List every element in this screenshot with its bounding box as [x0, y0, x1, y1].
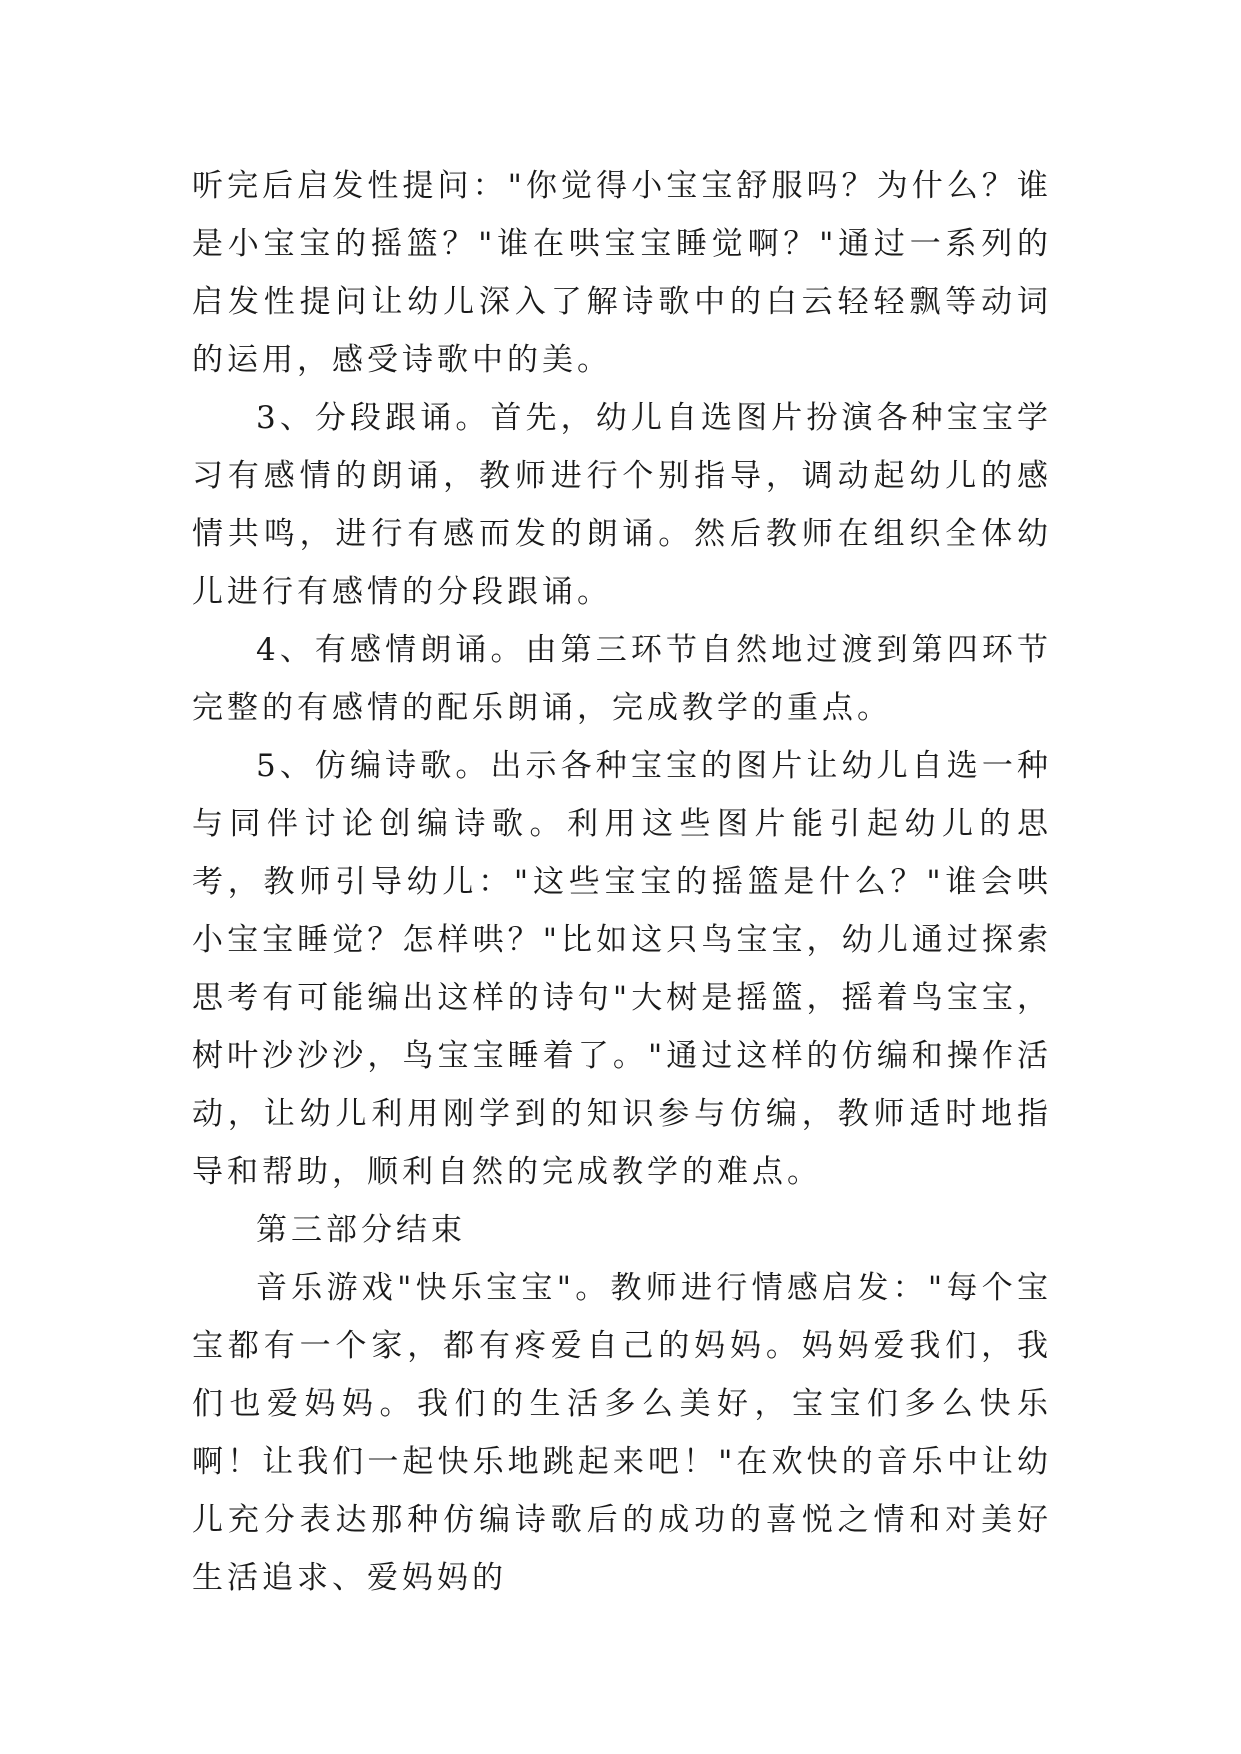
document-body [192, 157, 1052, 1607]
paragraph: 听完后启发性提问："你觉得小宝宝舒服吗？为什么？谁是小宝宝的摇篮？"谁在哄宝宝睡觉啊？"通过一系列的启发性提问让幼儿深入了解诗歌中的白云轻轻飘等动词的运用，感受诗歌中的美。 [192, 168, 1052, 378]
paragraph: 音乐游戏"快乐宝宝"。教师进行情感启发："每个宝宝都有一个家，都有疼爱自己的妈妈。妈妈爱我们，我们也爱妈妈。我们的生活多么美好，宝宝们多么快乐啊！让我们一起快乐地跳起来吧！"在欢快的音乐中让幼儿充分表达那种仿编诗歌后的成功的喜悦之情和对美好生活追求、爱妈妈的 [192, 1270, 1052, 1596]
paragraph: 3、分段跟诵。首先，幼儿自选图片扮演各种宝宝学习有感情的朗诵，教师进行个别指导，调动起幼儿的感情共鸣，进行有感而发的朗诵。然后教师在组织全体幼儿进行有感情的分段跟诵。 [192, 400, 1052, 610]
paragraph: 5、仿编诗歌。出示各种宝宝的图片让幼儿自选一种与同伴讨论创编诗歌。利用这些图片能引起幼儿的思考，教师引导幼儿："这些宝宝的摇篮是什么？"谁会哄小宝宝睡觉？怎样哄？"比如这只鸟宝宝，幼儿通过探索思考有可能编出这样的诗句"大树是摇篮，摇着鸟宝宝，树叶沙沙沙，鸟宝宝睡着了。"通过这样的仿编和操作活动，让幼儿利用刚学到的知识参与仿编，教师适时地指导和帮助，顺利自然的完成教学的难点。 [192, 748, 1052, 1190]
section-heading: 第三部分结束 [256, 1212, 466, 1248]
paragraph: 4、有感情朗诵。由第三环节自然地过渡到第四环节完整的有感情的配乐朗诵，完成教学的重点。 [192, 632, 1052, 726]
